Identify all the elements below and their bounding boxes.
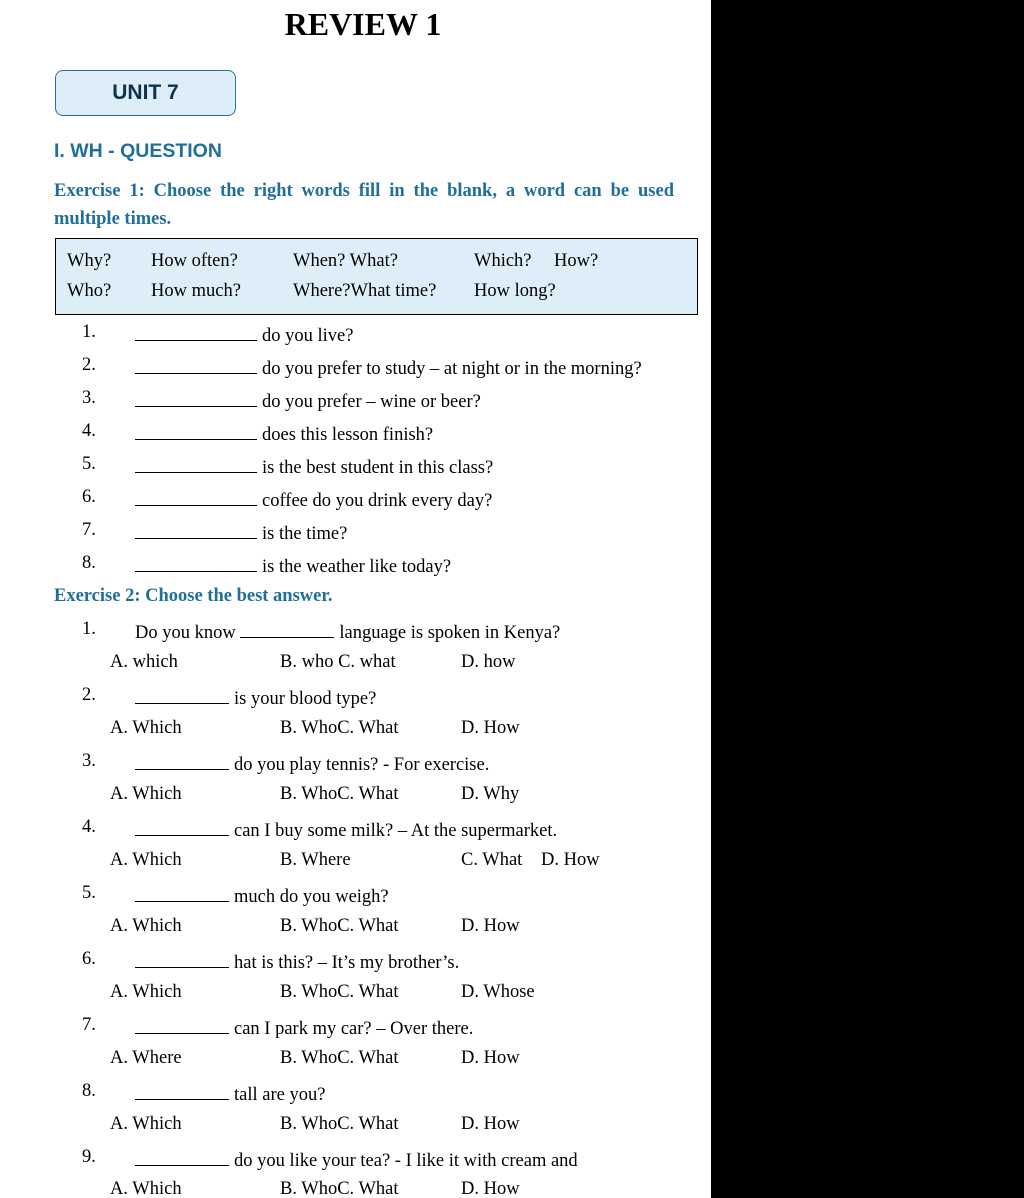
question-number: 2. xyxy=(82,685,96,705)
answer-blank[interactable] xyxy=(135,520,257,539)
question-text: do you prefer to study – at night or in the morning? xyxy=(262,359,642,379)
option-d[interactable]: D. How xyxy=(541,850,600,870)
word-bank-item: Where?What time? xyxy=(293,281,437,301)
option-d[interactable]: D. Whose xyxy=(461,982,535,1002)
question-line xyxy=(135,454,493,479)
question-text: do you live? xyxy=(262,326,354,346)
unit-badge: UNIT 7 xyxy=(55,70,236,116)
option-d[interactable]: D. Why xyxy=(461,784,520,804)
question-number: 2. xyxy=(82,355,96,375)
question-text: is the best student in this class? xyxy=(262,458,494,478)
option-a[interactable]: A. Which xyxy=(110,850,182,870)
question-line xyxy=(135,421,433,446)
option-a[interactable]: A. which xyxy=(110,652,178,672)
answer-blank[interactable] xyxy=(135,421,257,440)
question-line xyxy=(135,1015,473,1040)
option-a[interactable]: A. Which xyxy=(110,982,182,1002)
question-number: 8. xyxy=(82,553,96,573)
answer-blank[interactable] xyxy=(135,949,229,968)
question-text: can I park my car? – Over there. xyxy=(234,1019,474,1039)
question-number: 1. xyxy=(82,322,96,342)
question-line xyxy=(135,1147,578,1172)
option-a[interactable]: A. Which xyxy=(110,916,182,936)
question-number: 7. xyxy=(82,520,96,540)
question-line xyxy=(135,553,451,578)
exercise2-title: Exercise 2: Choose the best answer. xyxy=(54,586,333,606)
option-b-c[interactable]: B. WhoC. What xyxy=(280,1048,399,1068)
question-number: 4. xyxy=(82,817,96,837)
option-d[interactable]: D. How xyxy=(461,1179,520,1198)
option-d[interactable]: D. how xyxy=(461,652,516,672)
answer-blank[interactable] xyxy=(135,1015,229,1034)
question-line xyxy=(135,949,459,974)
word-bank-item: How? xyxy=(554,251,599,271)
question-number: 6. xyxy=(82,949,96,969)
option-b-c[interactable]: B. WhoC. What xyxy=(280,1179,399,1198)
answer-blank[interactable] xyxy=(135,553,257,572)
question-text: is your blood type? xyxy=(234,689,377,709)
option-d[interactable]: D. How xyxy=(461,916,520,936)
question-text: do you like your tea? - I like it with cream and xyxy=(234,1151,578,1171)
answer-blank[interactable] xyxy=(135,355,257,374)
question-text: can I buy some milk? – At the supermarket. xyxy=(234,821,558,841)
option-a[interactable]: A. Which xyxy=(110,718,182,738)
question-line xyxy=(135,817,557,842)
question-text: is the weather like today? xyxy=(262,557,452,577)
option-b-c[interactable]: B. WhoC. What xyxy=(280,982,399,1002)
page-title: REVIEW 1 xyxy=(284,6,442,42)
question-line xyxy=(135,322,353,347)
question-line xyxy=(135,883,389,908)
question-number: 4. xyxy=(82,421,96,441)
answer-blank[interactable] xyxy=(135,1147,229,1166)
question-line xyxy=(135,751,489,776)
answer-blank[interactable] xyxy=(135,751,229,770)
question-number: 6. xyxy=(82,487,96,507)
option-b-c[interactable]: B. WhoC. What xyxy=(280,1114,399,1134)
word-bank-item: How often? xyxy=(151,251,238,271)
section-heading: I. WH - QUESTION xyxy=(54,140,222,162)
question-number: 5. xyxy=(82,454,96,474)
answer-blank[interactable] xyxy=(135,817,229,836)
viewer-background xyxy=(711,0,1024,1198)
question-text: coffee do you drink every day? xyxy=(262,491,493,511)
answer-blank[interactable] xyxy=(135,454,257,473)
question-text: do you play tennis? - For exercise. xyxy=(234,755,490,775)
question-line xyxy=(135,388,481,413)
option-b-c[interactable]: B. WhoC. What xyxy=(280,718,399,738)
option-c[interactable]: C. What xyxy=(461,850,523,870)
option-a[interactable]: A. Which xyxy=(110,1114,182,1134)
answer-blank[interactable] xyxy=(135,1081,229,1100)
option-d[interactable]: D. How xyxy=(461,1048,520,1068)
answer-blank[interactable] xyxy=(240,619,334,638)
answer-blank[interactable] xyxy=(135,883,229,902)
option-d[interactable]: D. How xyxy=(461,718,520,738)
answer-blank[interactable] xyxy=(135,388,257,407)
option-a[interactable]: A. Which xyxy=(110,1179,182,1198)
question-line xyxy=(135,520,347,545)
question-line xyxy=(135,487,492,512)
question-text: language is spoken in Kenya? xyxy=(339,623,561,643)
question-line xyxy=(135,1081,325,1106)
question-text: hat is this? – It’s my brother’s. xyxy=(234,953,460,973)
answer-blank[interactable] xyxy=(135,487,257,506)
question-text: do you prefer – wine or beer? xyxy=(262,392,481,412)
question-number: 1. xyxy=(82,619,96,639)
question-text: does this lesson finish? xyxy=(262,425,434,445)
question-line xyxy=(135,355,642,380)
word-bank-item: Who? xyxy=(67,281,112,301)
word-bank xyxy=(55,238,698,315)
option-b-c[interactable]: B. WhoC. What xyxy=(280,784,399,804)
question-number: 3. xyxy=(82,388,96,408)
option-b-c[interactable]: B. WhoC. What xyxy=(280,916,399,936)
question-line xyxy=(135,685,376,710)
answer-blank[interactable] xyxy=(135,685,229,704)
question-text: Do you know xyxy=(135,623,236,643)
word-bank-item: Which? xyxy=(474,251,532,271)
word-bank-item: Why? xyxy=(67,251,112,271)
word-bank-item: How long? xyxy=(474,281,556,301)
word-bank-item: How much? xyxy=(151,281,241,301)
question-text: is the time? xyxy=(262,524,348,544)
option-a[interactable]: A. Which xyxy=(110,784,182,804)
question-number: 7. xyxy=(82,1015,96,1035)
word-bank-item: When? What? xyxy=(293,251,398,271)
exercise1-title: Exercise 1: Choose the right words fill in the blank, a word can be used multiple times. xyxy=(54,181,674,229)
question-number: 9. xyxy=(82,1147,96,1167)
question-number: 5. xyxy=(82,883,96,903)
option-b[interactable]: B. Where xyxy=(280,850,351,870)
option-b-c[interactable]: B. who C. what xyxy=(280,652,396,672)
question-line xyxy=(135,619,560,644)
question-text: tall are you? xyxy=(234,1085,326,1105)
option-a[interactable]: A. Where xyxy=(110,1048,182,1068)
option-d[interactable]: D. How xyxy=(461,1114,520,1134)
question-number: 8. xyxy=(82,1081,96,1101)
question-text: much do you weigh? xyxy=(234,887,389,907)
answer-blank[interactable] xyxy=(135,322,257,341)
question-number: 3. xyxy=(82,751,96,771)
